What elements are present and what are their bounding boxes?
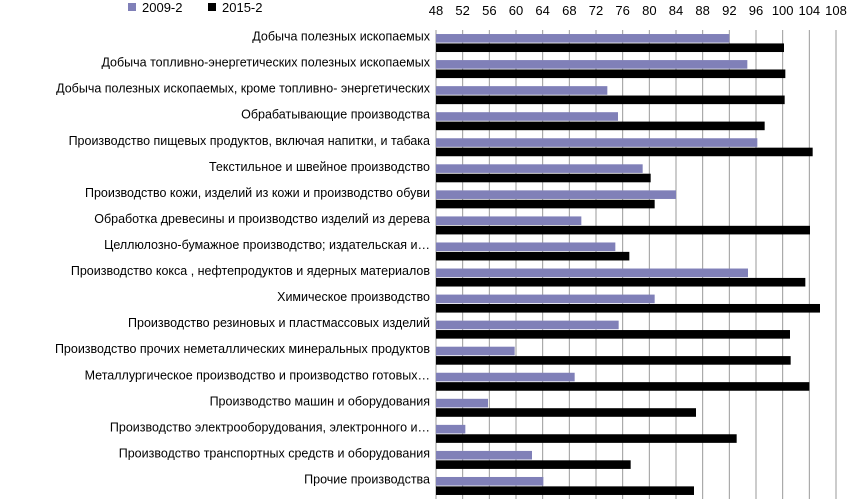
category-label: Химическое производство [277,290,430,305]
x-tick-label: 100 [771,3,794,18]
bar-2015-2-16 [436,460,631,469]
bar-2015-2-3 [436,122,765,131]
category-label: Производство кожи, изделий из кожи и производство обуви [84,185,430,200]
bar-2009-2-1 [436,60,747,69]
bar-2009-2-11 [436,321,619,330]
x-tick-label: 88 [695,3,710,18]
bar-2009-2-13 [436,373,575,382]
legend [128,0,262,15]
category-labels [55,30,431,487]
bar-2015-2-0 [436,43,784,52]
bar-2009-2-17 [436,477,543,486]
bar-2009-2-8 [436,242,615,251]
x-tick-label: 104 [798,3,821,18]
bar-2015-2-5 [436,174,651,183]
category-label: Добыча полезных ископаемых [252,29,430,44]
bar-2009-2-3 [436,112,618,121]
category-label: Производство прочих неметаллических минеральных продуктов [54,342,430,357]
category-label: Прочие производства [304,472,430,487]
legend-label: 2009-2 [142,0,183,15]
bar-2015-2-7 [436,226,810,235]
bar-2009-2-9 [436,269,748,278]
x-tick-label: 80 [642,3,657,18]
x-tick-label: 96 [748,3,764,18]
x-tick-label: 68 [562,3,577,18]
x-tick-label: 64 [535,3,550,18]
bar-2009-2-5 [436,164,643,173]
category-label: Целлюлозно-бумажное производство; издательская и… [104,237,430,252]
bar-2009-2-10 [436,295,655,304]
x-tick-label: 92 [722,3,737,18]
x-tick-label: 56 [482,3,497,18]
category-label: Производство электрооборудования, электронного и… [109,420,430,435]
category-label: Производство пищевых продуктов, включая напитки, и табака [68,133,430,148]
x-tick-label: 52 [455,3,470,18]
x-axis-ticks [429,3,847,18]
bar-2015-2-15 [436,434,737,443]
x-tick-label: 72 [588,3,604,18]
bar-2015-2-14 [436,408,696,417]
bar-2015-2-6 [436,200,655,209]
bar-2009-2-16 [436,451,532,460]
category-label: Металлургическое производство и производство готовых… [84,368,430,383]
category-label: Добыча полезных ископаемых, кроме топливно- энергетических [56,81,430,96]
legend-label: 2015-2 [222,0,263,15]
x-tick-label: 60 [508,3,524,18]
bar-2009-2-12 [436,347,515,356]
bar-2015-2-8 [436,252,629,261]
category-label: Производство транспортных средств и оборудования [118,446,430,461]
bar-2009-2-14 [436,399,488,408]
bar-2015-2-4 [436,148,813,157]
bar-2009-2-7 [436,216,581,225]
bar-2009-2-2 [436,86,607,95]
bar-2009-2-6 [436,190,676,199]
bar-2009-2-0 [436,34,729,43]
bar-2015-2-1 [436,69,785,78]
bars [436,34,820,495]
bar-2015-2-11 [436,330,790,339]
x-tick-label: 84 [668,3,684,18]
category-label: Производство кокса , нефтепродуктов и ядерных материалов [70,264,430,279]
category-label: Добыча топливно-энергетических полезных ископаемых [101,55,430,70]
x-tick-label: 48 [428,3,444,18]
x-tick-label: 108 [825,3,847,18]
bar-2015-2-9 [436,278,805,287]
bar-2015-2-17 [436,486,694,495]
category-label: Обрабатывающие производства [241,107,430,122]
category-label: Обработка древесины и производство изделий из дерева [94,211,430,226]
bar-2015-2-2 [436,96,785,105]
legend-swatch-2015-2 [208,3,216,11]
category-label: Текстильное и швейное производство [208,159,430,174]
bar-2015-2-10 [436,304,820,313]
bar-2009-2-15 [436,425,465,434]
bar-2015-2-12 [436,356,791,365]
x-tick-label: 76 [615,3,630,18]
bar-2015-2-13 [436,382,809,391]
bar-2009-2-4 [436,138,757,147]
category-label: Производство машин и оборудования [209,394,430,409]
category-label: Производство резиновых и пластмассовых изделий [128,316,430,331]
legend-swatch-2009-2 [128,3,136,11]
